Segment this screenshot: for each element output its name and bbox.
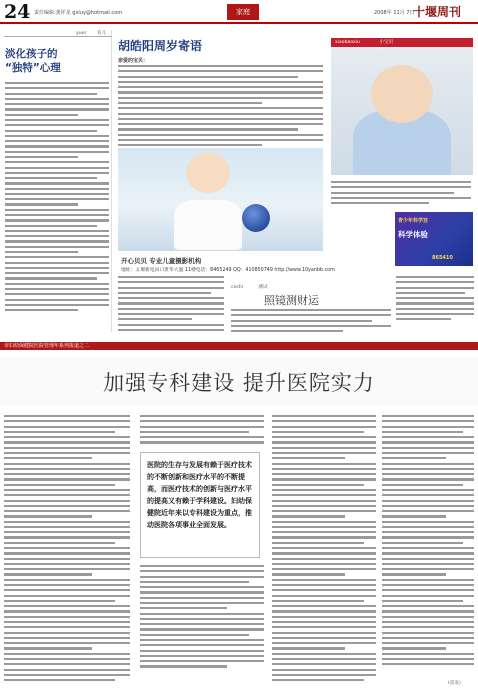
left-article [4, 30, 112, 332]
photo-label [331, 38, 473, 47]
newspaper-brand: 十堰周刊 [413, 5, 462, 19]
bottom-col2-lower-text [140, 565, 264, 671]
bottom-col1-text [4, 415, 130, 684]
left-tag-pinyin: yuer [76, 31, 87, 36]
left-tag-bar [4, 30, 112, 37]
left-body-text [5, 82, 109, 314]
publication-date: 2008年 11月 7日 [374, 10, 415, 16]
page-header [0, 0, 478, 24]
child-portrait-photo [331, 47, 473, 175]
baby-shirt [174, 200, 242, 250]
right-lower-text [396, 276, 474, 324]
test-title: 照镜测财运 [264, 294, 319, 307]
feature-body-text [118, 65, 323, 150]
photo-child-head [371, 65, 433, 123]
bottom-col2-top-text [140, 415, 264, 447]
series-banner-text: 市妇幼保健院医院管理年系列报道之二 [4, 343, 90, 349]
science-ad-phone: 865410 [432, 255, 453, 261]
photo-label-pinyin: xiaobaoxiu [335, 40, 360, 45]
editor-line: 责任编辑:龚祥龙 gxluy@hotmail.com [34, 10, 123, 16]
left-title-line2: “独特”心理 [5, 62, 61, 74]
baby-photo [118, 148, 323, 251]
right-body-text [331, 181, 471, 207]
left-title-line1: 淡化孩子的 [5, 48, 58, 60]
science-ad-title: 青少年科学宫 [398, 218, 429, 224]
photo-label-text: 小宝贝 [379, 40, 394, 45]
left-tag-label: 育儿 [97, 31, 107, 36]
baby-head [186, 153, 230, 193]
studio-ad-address: 地址：五堰新电田口贵华大厦 11楼电话：8465249 QQ：410850749 http://www.10yanbb.com [121, 268, 335, 273]
page-number: 24 [4, 1, 31, 23]
test-tag [231, 284, 268, 290]
feature-salutation: 亲爱的宝贝： [118, 58, 149, 64]
section-tab: 家庭 [227, 4, 259, 20]
bottom-col3-text [272, 415, 376, 684]
bottom-col4-text [382, 415, 474, 669]
article-signature: (雷发) [448, 681, 461, 686]
feature-title: 胡皓阳周岁寄语 [118, 39, 203, 53]
pull-quote: 医院的生存与发展有赖于医疗技术的不断创新和医疗水平的不断提高，而医疗技术的创新与医疗水平的提高又有赖于学科建设。妇幼保健院近年来以专科建设为重点，推动医院各项事业全面发展。 [140, 452, 260, 558]
studio-ad-brand: 开心贝贝 专业儿童摄影机构 [121, 257, 202, 265]
left-article-title [5, 47, 61, 75]
blue-ball [242, 204, 270, 232]
science-ad-sub: 科学体验 [398, 230, 428, 239]
test-tag-pinyin: ceshi [231, 285, 243, 290]
main-headline: 加强专科建设 提升医院实力 [103, 371, 375, 395]
mid-left-text [118, 276, 224, 334]
test-body-text [231, 309, 391, 335]
test-tag-label: 测试 [258, 285, 268, 290]
